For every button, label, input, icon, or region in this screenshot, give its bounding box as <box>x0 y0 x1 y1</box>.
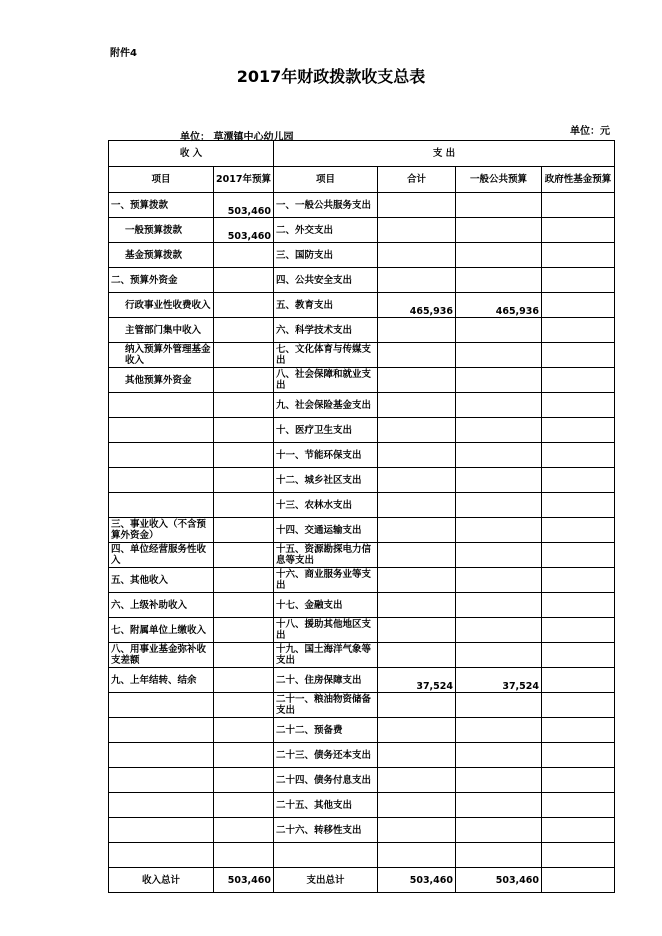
expense-item-cell: 十四、交通运输支出 <box>274 518 378 543</box>
general-budget-cell <box>456 318 542 343</box>
income-total-label: 收入总计 <box>109 868 214 893</box>
general-budget-cell <box>456 818 542 843</box>
general-budget-cell: 465,936 <box>456 293 542 318</box>
col-exp-item: 项目 <box>274 167 378 193</box>
column-header-row <box>109 167 615 193</box>
fund-budget-cell <box>542 193 615 218</box>
fund-budget-cell <box>542 243 615 268</box>
total-cell <box>378 268 456 293</box>
income-item-cell: 九、上年结转、结余 <box>109 668 214 693</box>
fund-budget-cell <box>542 643 615 668</box>
total-cell <box>378 843 456 868</box>
fund-budget-cell <box>542 443 615 468</box>
budget-cell <box>214 368 274 393</box>
income-item-cell <box>109 793 214 818</box>
total-cell <box>378 743 456 768</box>
budget-cell <box>214 418 274 443</box>
table-row <box>109 543 615 568</box>
fund-budget-cell <box>542 268 615 293</box>
table-row <box>109 793 615 818</box>
total-cell <box>378 418 456 443</box>
budget-cell <box>214 518 274 543</box>
budget-cell <box>214 843 274 868</box>
table-row <box>109 693 615 718</box>
fund-budget-cell <box>542 343 615 368</box>
col-item: 项目 <box>109 167 214 193</box>
total-cell <box>378 693 456 718</box>
budget-table <box>108 140 615 893</box>
table-row <box>109 318 615 343</box>
table-row <box>109 268 615 293</box>
fund-budget-cell <box>542 743 615 768</box>
expense-item-cell: 五、教育支出 <box>274 293 378 318</box>
total-cell <box>378 518 456 543</box>
income-item-cell: 一般预算拨款 <box>109 218 214 243</box>
total-cell <box>378 343 456 368</box>
col-general: 一般公共预算 <box>456 167 542 193</box>
general-budget-cell <box>456 268 542 293</box>
total-cell <box>378 643 456 668</box>
total-cell: 37,524 <box>378 668 456 693</box>
budget-cell <box>214 668 274 693</box>
total-cell <box>378 818 456 843</box>
budget-cell <box>214 643 274 668</box>
table-row <box>109 718 615 743</box>
total-cell <box>378 393 456 418</box>
income-item-cell <box>109 493 214 518</box>
income-item-cell: 八、用事业基金弥补收支差额 <box>109 643 214 668</box>
general-budget-cell <box>456 693 542 718</box>
income-item-cell: 一、预算拨款 <box>109 193 214 218</box>
fund-budget-cell <box>542 518 615 543</box>
total-cell <box>378 593 456 618</box>
income-item-cell <box>109 443 214 468</box>
general-budget-cell <box>456 443 542 468</box>
budget-cell <box>214 593 274 618</box>
table-row <box>109 518 615 543</box>
total-cell <box>378 468 456 493</box>
fund-budget-cell <box>542 693 615 718</box>
budget-cell <box>214 543 274 568</box>
budget-cell <box>214 293 274 318</box>
general-budget-cell: 37,524 <box>456 668 542 693</box>
fund-budget-cell <box>542 593 615 618</box>
expense-item-cell: 二十一、粮油物资储备支出 <box>274 693 378 718</box>
general-budget-cell <box>456 368 542 393</box>
fund-budget-cell <box>542 668 615 693</box>
fund-total-value <box>542 868 615 893</box>
income-item-cell <box>109 843 214 868</box>
table-row <box>109 668 615 693</box>
table-row <box>109 493 615 518</box>
general-total-value: 503,460 <box>456 868 542 893</box>
total-cell <box>378 193 456 218</box>
budget-cell <box>214 768 274 793</box>
general-budget-cell <box>456 343 542 368</box>
table-row <box>109 243 615 268</box>
expense-item-cell: 十七、金融支出 <box>274 593 378 618</box>
income-item-cell: 六、上级补助收入 <box>109 593 214 618</box>
fund-budget-cell <box>542 218 615 243</box>
col-total: 合计 <box>378 167 456 193</box>
attachment-label: 附件4 <box>110 48 137 59</box>
budget-cell <box>214 568 274 593</box>
expense-item-cell <box>274 843 378 868</box>
general-budget-cell <box>456 743 542 768</box>
income-item-cell: 三、事业收入（不含预算外资金） <box>109 518 214 543</box>
expense-item-cell: 二十五、其他支出 <box>274 793 378 818</box>
total-cell <box>378 218 456 243</box>
total-cell <box>378 493 456 518</box>
income-item-cell <box>109 743 214 768</box>
table-row <box>109 218 615 243</box>
fund-budget-cell <box>542 793 615 818</box>
expense-item-cell: 二十二、预备费 <box>274 718 378 743</box>
expense-item-cell: 一、一般公共服务支出 <box>274 193 378 218</box>
fund-budget-cell <box>542 368 615 393</box>
general-budget-cell <box>456 418 542 443</box>
general-budget-cell <box>456 243 542 268</box>
table-row <box>109 418 615 443</box>
expense-item-cell: 六、科学技术支出 <box>274 318 378 343</box>
expense-item-cell: 三、国防支出 <box>274 243 378 268</box>
budget-cell <box>214 818 274 843</box>
income-total-value: 503,460 <box>214 868 274 893</box>
general-budget-cell <box>456 593 542 618</box>
general-budget-cell <box>456 518 542 543</box>
income-item-cell: 五、其他收入 <box>109 568 214 593</box>
table-row <box>109 568 615 593</box>
income-item-cell: 四、单位经营服务性收入 <box>109 543 214 568</box>
expense-item-cell: 二十四、债务付息支出 <box>274 768 378 793</box>
table-row <box>109 293 615 318</box>
total-cell <box>378 568 456 593</box>
general-budget-cell <box>456 843 542 868</box>
expense-item-cell: 十九、国土海洋气象等支出 <box>274 643 378 668</box>
income-item-cell <box>109 768 214 793</box>
income-item-cell: 行政事业性收费收入 <box>109 293 214 318</box>
table-row <box>109 368 615 393</box>
table-row <box>109 393 615 418</box>
unit-organization: 单位： 草潭镇中心幼儿园 <box>180 132 294 143</box>
budget-cell <box>214 468 274 493</box>
total-cell <box>378 243 456 268</box>
general-budget-cell <box>456 768 542 793</box>
col-fund: 政府性基金预算 <box>542 167 615 193</box>
expense-item-cell: 十六、商业服务业等支出 <box>274 568 378 593</box>
income-item-cell <box>109 818 214 843</box>
income-item-cell <box>109 693 214 718</box>
income-item-cell <box>109 393 214 418</box>
income-item-cell: 二、预算外资金 <box>109 268 214 293</box>
income-item-cell: 基金预算拨款 <box>109 243 214 268</box>
expense-total-label: 支出总计 <box>274 868 378 893</box>
expense-item-cell: 十五、资源勘探电力信息等支出 <box>274 543 378 568</box>
income-item-cell <box>109 718 214 743</box>
table-row <box>109 343 615 368</box>
expense-item-cell: 二十、住房保障支出 <box>274 668 378 693</box>
expense-item-cell: 十二、城乡社区支出 <box>274 468 378 493</box>
income-item-cell: 其他预算外资金 <box>109 368 214 393</box>
income-item-cell: 纳入预算外管理基金收入 <box>109 343 214 368</box>
budget-cell <box>214 443 274 468</box>
table-row <box>109 443 615 468</box>
general-budget-cell <box>456 643 542 668</box>
expense-item-cell: 四、公共安全支出 <box>274 268 378 293</box>
general-budget-cell <box>456 618 542 643</box>
table-row <box>109 193 615 218</box>
income-item-cell: 主管部门集中收入 <box>109 318 214 343</box>
general-budget-cell <box>456 493 542 518</box>
budget-cell <box>214 268 274 293</box>
budget-cell <box>214 243 274 268</box>
fund-budget-cell <box>542 618 615 643</box>
fund-budget-cell <box>542 468 615 493</box>
table-row <box>109 818 615 843</box>
table-row <box>109 618 615 643</box>
total-cell <box>378 543 456 568</box>
general-budget-cell <box>456 193 542 218</box>
budget-cell <box>214 718 274 743</box>
total-cell <box>378 618 456 643</box>
income-header: 收 入 <box>109 141 274 167</box>
total-cell <box>378 443 456 468</box>
budget-cell: 503,460 <box>214 193 274 218</box>
fund-budget-cell <box>542 543 615 568</box>
budget-cell <box>214 318 274 343</box>
expense-item-cell: 十一、节能环保支出 <box>274 443 378 468</box>
table-row <box>109 743 615 768</box>
table-row <box>109 843 615 868</box>
fund-budget-cell <box>542 418 615 443</box>
income-item-cell: 七、附属单位上缴收入 <box>109 618 214 643</box>
total-cell <box>378 318 456 343</box>
general-budget-cell <box>456 568 542 593</box>
total-cell: 465,936 <box>378 293 456 318</box>
income-item-cell <box>109 468 214 493</box>
expense-item-cell: 八、社会保障和就业支出 <box>274 368 378 393</box>
expense-item-cell: 十八、援助其他地区支出 <box>274 618 378 643</box>
page-title: 2017年财政拨款收支总表 <box>236 67 426 86</box>
income-item-cell <box>109 418 214 443</box>
expense-item-cell: 十三、农林水支出 <box>274 493 378 518</box>
fund-budget-cell <box>542 568 615 593</box>
general-budget-cell <box>456 718 542 743</box>
expense-item-cell: 二、外交支出 <box>274 218 378 243</box>
total-row <box>109 868 615 893</box>
general-budget-cell <box>456 218 542 243</box>
general-budget-cell <box>456 793 542 818</box>
expense-total-value: 503,460 <box>378 868 456 893</box>
fund-budget-cell <box>542 768 615 793</box>
budget-cell <box>214 493 274 518</box>
general-budget-cell <box>456 543 542 568</box>
table-row <box>109 593 615 618</box>
fund-budget-cell <box>542 293 615 318</box>
total-cell <box>378 368 456 393</box>
fund-budget-cell <box>542 718 615 743</box>
total-cell <box>378 768 456 793</box>
table-row <box>109 468 615 493</box>
budget-cell <box>214 343 274 368</box>
budget-cell <box>214 618 274 643</box>
fund-budget-cell <box>542 818 615 843</box>
table-row <box>109 768 615 793</box>
fund-budget-cell <box>542 318 615 343</box>
section-header-row <box>109 141 615 167</box>
budget-cell <box>214 693 274 718</box>
budget-cell <box>214 393 274 418</box>
table-row <box>109 643 615 668</box>
expense-item-cell: 二十三、债务还本支出 <box>274 743 378 768</box>
total-cell <box>378 793 456 818</box>
expense-item-cell: 十、医疗卫生支出 <box>274 418 378 443</box>
general-budget-cell <box>456 468 542 493</box>
fund-budget-cell <box>542 843 615 868</box>
budget-cell: 503,460 <box>214 218 274 243</box>
budget-cell <box>214 743 274 768</box>
budget-cell <box>214 793 274 818</box>
expense-item-cell: 九、社会保险基金支出 <box>274 393 378 418</box>
fund-budget-cell <box>542 393 615 418</box>
col-budget: 2017年预算 <box>214 167 274 193</box>
general-budget-cell <box>456 393 542 418</box>
expense-item-cell: 七、文化体育与传媒支出 <box>274 343 378 368</box>
expense-header: 支 出 <box>274 141 615 167</box>
expense-item-cell: 二十六、转移性支出 <box>274 818 378 843</box>
total-cell <box>378 718 456 743</box>
unit-currency: 单位：元 <box>570 126 610 137</box>
fund-budget-cell <box>542 493 615 518</box>
